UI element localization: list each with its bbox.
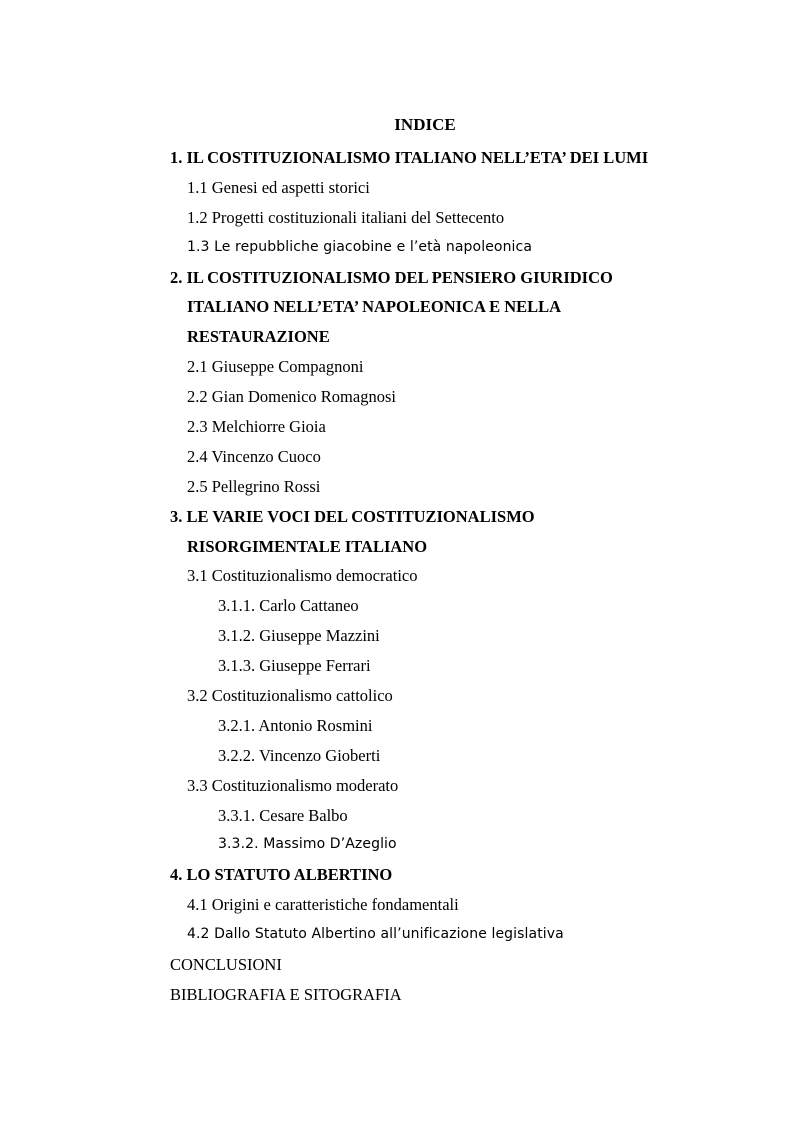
toc-section-1-1: 1.1 Genesi ed aspetti storici [187,177,370,197]
index-title: INDICE [394,115,456,134]
toc-subsection-3-1-1: 3.1.1. Carlo Cattaneo [218,596,359,616]
toc-section-2-2: 2.2 Gian Domenico Romagnosi [187,387,396,407]
toc-subsection-3-2-1: 3.2.1. Antonio Rosmini [218,715,373,735]
toc-conclusions: CONCLUSIONI [170,955,282,975]
toc-subsection-3-1-3: 3.1.3. Giuseppe Ferrari [218,656,371,676]
toc-chapter-3: 3. LE VARIE VOCI DEL COSTITUZIONALISMO [170,506,535,526]
toc-subsection-3-1-2: 3.1.2. Giuseppe Mazzini [218,626,380,646]
toc-subsection-3-3-2: 3.3.2. Massimo D’Azeglio [218,836,397,853]
toc-chapter-2-continued: RESTAURAZIONE [187,327,330,347]
toc-chapter-2-continued: ITALIANO NELL’ETA’ NAPOLEONICA E NELLA [187,297,562,317]
toc-section-2-5: 2.5 Pellegrino Rossi [187,476,321,496]
toc-section-1-2: 1.2 Progetti costituzionali italiani del Settecento [187,207,505,227]
toc-section-1-3: 1.3 Le repubbliche giacobine e l’età napoleonica [187,238,533,255]
toc-section-3-1: 3.1 Costituzionalismo democratico [187,566,418,586]
toc-section-2-1: 2.1 Giuseppe Compagnoni [187,357,364,377]
toc-section-3-3: 3.3 Costituzionalismo moderato [187,775,399,795]
toc-chapter-4: 4. LO STATUTO ALBERTINO [170,865,393,885]
toc-chapter-2: 2. IL COSTITUZIONALISMO DEL PENSIERO GIURIDICO [170,267,613,287]
table-of-contents [170,143,770,1010]
toc-subsection-3-2-2: 3.2.2. Vincenzo Gioberti [218,745,381,765]
toc-section-4-2: 4.2 Dallo Statuto Albertino all’unificazione legislativa [187,926,564,943]
toc-subsection-3-3-1: 3.3.1. Cesare Balbo [218,805,348,825]
toc-section-2-3: 2.3 Melchiorre Gioia [187,417,326,437]
toc-chapter-3-continued: RISORGIMENTALE ITALIANO [187,536,428,556]
toc-section-3-2: 3.2 Costituzionalismo cattolico [187,686,393,706]
toc-section-2-4: 2.4 Vincenzo Cuoco [187,446,321,466]
toc-bibliography: BIBLIOGRAFIA E SITOGRAFIA [170,984,402,1004]
toc-chapter-1: 1. IL COSTITUZIONALISMO ITALIANO NELL’ETA’ DEI LUMI [170,148,649,167]
toc-section-4-1: 4.1 Origini e caratteristiche fondamentali [187,895,459,915]
